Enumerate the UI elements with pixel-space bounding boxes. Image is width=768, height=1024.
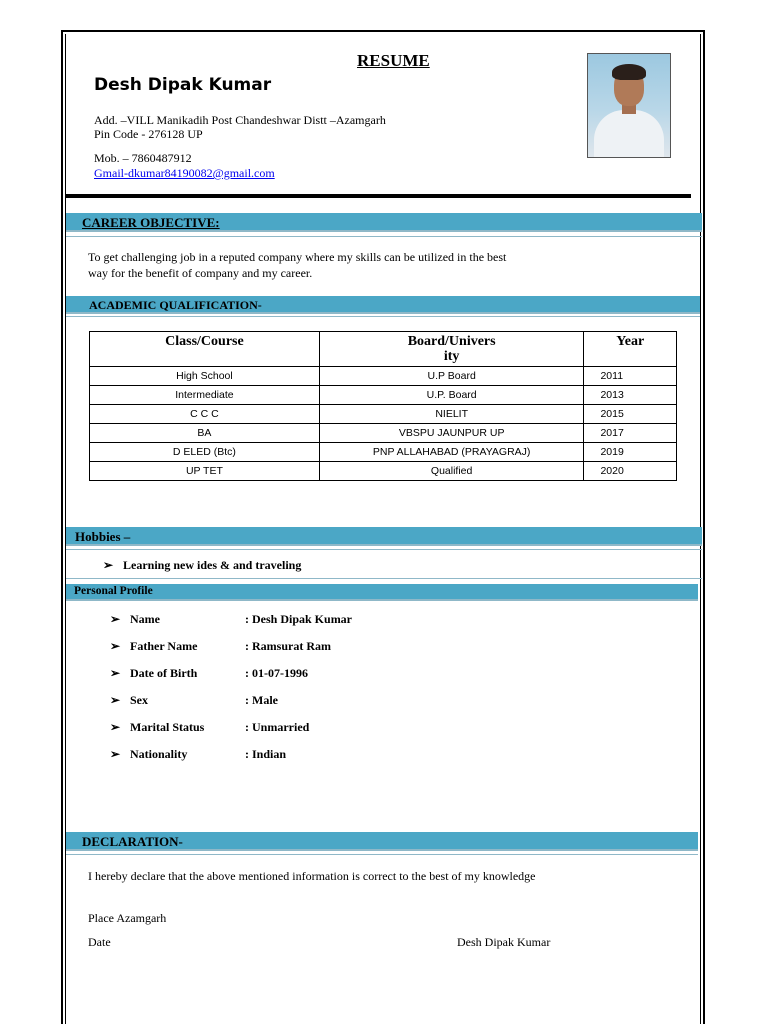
header-divider: [66, 194, 691, 198]
cell-course: Intermediate: [90, 386, 320, 405]
profile-item: [110, 612, 352, 627]
hobbies-bottom-line: [66, 578, 702, 579]
cell-board: PNP ALLAHABAD (PRAYAGRAJ): [319, 443, 584, 462]
career-text-line1: To get challenging job in a reputed company where my skills can be utilized in the best: [88, 250, 507, 264]
resume-title: RESUME: [357, 51, 430, 70]
arrow-bullet-icon: ➢: [110, 666, 121, 680]
personal-profile-band: [66, 584, 698, 601]
arrow-bullet-icon: ➢: [110, 720, 121, 734]
profile-item: [110, 639, 331, 654]
hobbies-underline: [66, 549, 702, 550]
hobbies-heading: Hobbies –: [75, 529, 131, 544]
arrow-bullet-icon: ➢: [103, 558, 114, 572]
cell-board: Qualified: [319, 462, 584, 481]
profile-value: : Male: [245, 693, 278, 707]
profile-value: : Desh Dipak Kumar: [245, 612, 353, 626]
profile-item: [110, 666, 308, 681]
col-class-course: Class/Course: [90, 332, 320, 367]
academic-table: [89, 331, 677, 481]
profile-value: : Indian: [245, 747, 287, 761]
table-row: [90, 462, 677, 481]
hobby-text: Learning new ides & and traveling: [123, 558, 302, 572]
table-row: [90, 405, 677, 424]
col-year: Year: [584, 332, 677, 367]
pin-code: Pin Code - 276128 UP: [94, 127, 203, 141]
academic-underline: [66, 316, 700, 317]
cell-year: 2011: [584, 367, 677, 386]
profile-label: Marital Status: [130, 720, 205, 734]
profile-label: Nationality: [130, 747, 188, 761]
arrow-bullet-icon: ➢: [110, 747, 121, 761]
cell-board: NIELIT: [319, 405, 584, 424]
profile-label: Date of Birth: [130, 666, 198, 680]
cell-year: 2017: [584, 424, 677, 443]
profile-label: Sex: [130, 693, 148, 707]
career-underline: [66, 236, 702, 237]
profile-item: [110, 693, 278, 708]
profile-item: [110, 720, 309, 735]
cell-year: 2013: [584, 386, 677, 405]
col-board-university: Board/Univers ity: [319, 332, 584, 367]
arrow-bullet-icon: ➢: [110, 612, 121, 626]
personal-profile-heading: Personal Profile: [74, 585, 153, 597]
arrow-bullet-icon: ➢: [110, 693, 121, 707]
hobby-item: [103, 558, 301, 573]
place-line: Place Azamgarh: [88, 911, 167, 925]
cell-year: 2015: [584, 405, 677, 424]
mobile-number: Mob. – 7860487912: [94, 151, 192, 165]
cell-board: VBSPU JAUNPUR UP: [319, 424, 584, 443]
table-row: [90, 424, 677, 443]
cell-course: UP TET: [90, 462, 320, 481]
academic-heading: ACADEMIC QUALIFICATION-: [89, 298, 262, 312]
cell-year: 2020: [584, 462, 677, 481]
table-row: [90, 443, 677, 462]
table-row: [90, 367, 677, 386]
cell-board: U.P. Board: [319, 386, 584, 405]
date-line: Date: [88, 935, 111, 949]
declaration-heading: DECLARATION-: [82, 834, 183, 849]
career-text-line2: way for the benefit of company and my career.: [88, 266, 313, 280]
address-line: Add. –VILL Manikadih Post Chandeshwar Distt –Azamgarh: [94, 113, 386, 127]
email-link[interactable]: Gmail-dkumar84190082@gmail.com: [94, 166, 275, 180]
cell-board: U.P Board: [319, 367, 584, 386]
profile-value: : 01-07-1996: [245, 666, 308, 680]
table-header-row: [90, 332, 677, 367]
arrow-bullet-icon: ➢: [110, 639, 121, 653]
profile-value: : Unmarried: [245, 720, 310, 734]
declaration-underline: [66, 854, 698, 855]
profile-label: Father Name: [130, 639, 198, 653]
career-objective-heading: CAREER OBJECTIVE:: [82, 215, 220, 230]
table-row: [90, 386, 677, 405]
hobbies-band: [66, 527, 702, 546]
candidate-name: Desh Dipak Kumar: [94, 75, 272, 95]
profile-value: : Ramsurat Ram: [245, 639, 331, 653]
cell-course: D ELED (Btc): [90, 443, 320, 462]
declaration-text: I hereby declare that the above mentioned information is correct to the best of my knowledge: [88, 869, 536, 883]
cell-course: C C C: [90, 405, 320, 424]
profile-item: [110, 747, 286, 762]
cell-course: High School: [90, 367, 320, 386]
cell-year: 2019: [584, 443, 677, 462]
profile-label: Name: [130, 612, 160, 626]
signature-name: Desh Dipak Kumar: [457, 935, 551, 949]
profile-photo: [587, 53, 671, 158]
cell-course: BA: [90, 424, 320, 443]
